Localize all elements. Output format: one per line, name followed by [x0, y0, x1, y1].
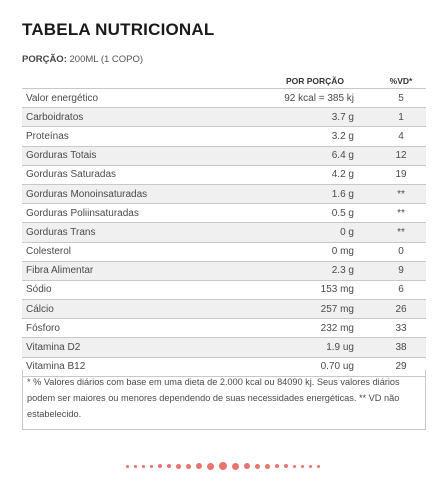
row-vd: 12 [395, 150, 407, 162]
header-vd: %VD* [389, 76, 413, 86]
table-row [22, 166, 426, 185]
row-name: Gorduras Trans [26, 226, 96, 238]
table-row [22, 223, 426, 242]
row-name: Sódio [26, 284, 52, 296]
portion-value: 200ML (1 COPO) [66, 54, 144, 65]
row-name: Gorduras Totais [26, 150, 97, 162]
carousel-dot[interactable] [196, 463, 202, 469]
row-name: Valor energético [26, 92, 99, 104]
table-row [22, 281, 426, 300]
carousel-dot[interactable] [317, 465, 320, 468]
row-vd: 9 [398, 265, 404, 277]
row-vd: 0 [398, 246, 404, 258]
row-vd: 6 [398, 284, 404, 296]
table-row [22, 108, 426, 127]
row-name: Gorduras Saturadas [26, 169, 117, 181]
row-quantity: 0.5 g [331, 207, 354, 219]
carousel-dot[interactable] [244, 463, 250, 469]
table-row [22, 89, 426, 108]
row-quantity: 92 kcal = 385 kj [284, 92, 354, 104]
row-name: Fósforo [26, 322, 60, 334]
page-title: TABELA NUTRICIONAL [22, 20, 215, 39]
row-quantity: 1.6 g [331, 188, 354, 200]
carousel-dot[interactable] [284, 464, 288, 468]
carousel-dots [0, 458, 446, 474]
row-name: Colesterol [26, 246, 72, 258]
row-quantity: 257 mg [320, 303, 354, 315]
carousel-dot[interactable] [158, 464, 162, 468]
row-vd: 38 [395, 342, 407, 354]
row-vd: ** [397, 188, 405, 200]
carousel-dot[interactable] [207, 463, 214, 470]
row-vd: 5 [398, 92, 404, 104]
row-quantity: 232 mg [320, 322, 354, 334]
portion-label: PORÇÃO: [22, 54, 67, 65]
carousel-dot[interactable] [265, 464, 270, 469]
row-name: Vitamina B12 [26, 361, 86, 373]
row-vd: 29 [395, 361, 407, 373]
nutrition-table [22, 74, 426, 377]
row-name: Proteínas [26, 130, 69, 142]
carousel-dot[interactable] [309, 465, 312, 468]
carousel-dot[interactable] [301, 465, 304, 468]
table-row [22, 262, 426, 281]
table-row [22, 185, 426, 204]
carousel-dot[interactable] [232, 463, 239, 470]
row-name: Carboidratos [26, 111, 84, 123]
table-row [22, 127, 426, 146]
table-row [22, 338, 426, 357]
portion-line [22, 54, 143, 65]
row-vd: 19 [395, 169, 407, 181]
table-row [22, 204, 426, 223]
row-name: Gorduras Monoinsaturadas [26, 188, 148, 200]
row-quantity: 3.7 g [331, 111, 354, 123]
table-row [22, 147, 426, 166]
table-header [22, 74, 426, 88]
row-quantity: 3.2 g [331, 130, 354, 142]
row-vd: 26 [395, 303, 407, 315]
carousel-dot[interactable] [219, 462, 227, 470]
row-quantity: 1.9 ug [326, 342, 354, 354]
row-quantity: 153 mg [320, 284, 354, 296]
table-row [22, 319, 426, 338]
row-name: Gorduras Poliinsaturadas [26, 207, 139, 219]
row-quantity: 2.3 g [331, 265, 354, 277]
carousel-dot[interactable] [134, 465, 137, 468]
row-vd: 4 [398, 130, 404, 142]
row-quantity: 0.70 ug [320, 361, 354, 373]
carousel-dot[interactable] [293, 465, 296, 468]
carousel-dot[interactable] [186, 464, 191, 469]
row-name: Vitamina D2 [26, 342, 81, 354]
row-name: Fibra Alimentar [26, 265, 94, 277]
header-per-portion: POR PORÇÃO [285, 76, 345, 86]
carousel-dot[interactable] [167, 464, 171, 468]
row-quantity: 0 mg [331, 246, 354, 258]
carousel-dot[interactable] [275, 464, 279, 468]
row-vd: 1 [398, 111, 404, 123]
row-quantity: 4.2 g [331, 169, 354, 181]
carousel-dot[interactable] [176, 464, 181, 469]
row-vd: ** [397, 226, 405, 238]
carousel-dot[interactable] [255, 464, 260, 469]
table-body [22, 88, 426, 377]
carousel-dot[interactable] [126, 465, 129, 468]
row-vd: ** [397, 207, 405, 219]
carousel-dot[interactable] [142, 465, 145, 468]
table-row [22, 243, 426, 262]
row-vd: 33 [395, 322, 407, 334]
row-name: Cálcio [26, 303, 54, 315]
row-quantity: 0 g [340, 226, 354, 238]
carousel-dot[interactable] [150, 465, 153, 468]
footnote: * % Valores diários com base em uma dieta de 2.000 kcal ou 84090 kj. Seus valores diários podem ser maiores ou menores dependendo de suas necessidades energéticas. ** VD não estabelecido. [22, 370, 426, 430]
row-quantity: 6.4 g [331, 150, 354, 162]
table-row [22, 300, 426, 319]
